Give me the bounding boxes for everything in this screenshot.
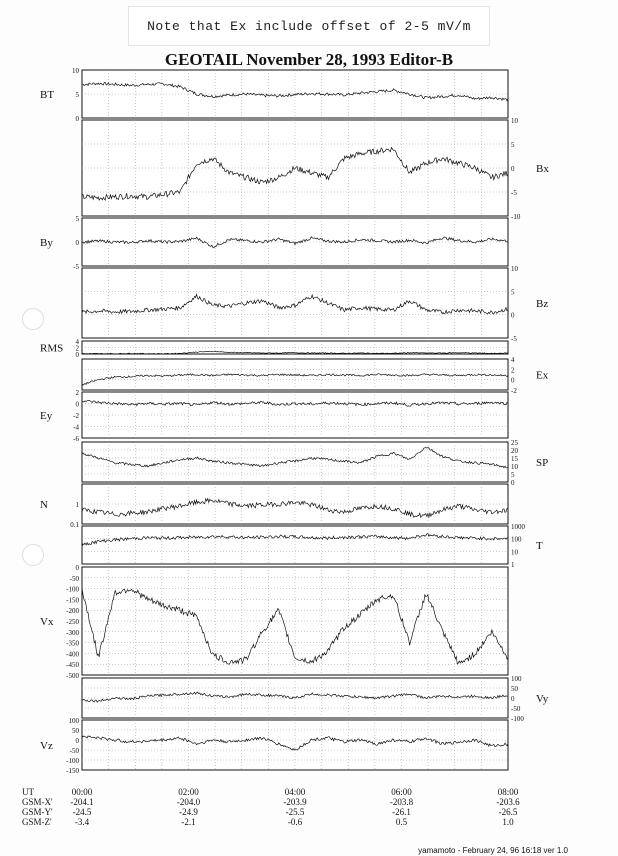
y-tick-label: 0 (511, 479, 515, 487)
y-tick-label: 0 (511, 311, 515, 320)
y-tick-label: -450 (66, 661, 79, 670)
y-tick-label: -500 (66, 672, 79, 680)
y-tick-label: 0 (75, 564, 79, 572)
orbit-value: -204.0 (176, 797, 201, 807)
y-tick-label: -150 (66, 767, 79, 775)
y-tick-label: -4 (73, 423, 79, 432)
panel-label-ey: Ey (40, 410, 53, 422)
orbit-value: -2.1 (181, 817, 196, 827)
y-tick-label: 0 (511, 376, 515, 385)
panel-label-n: N (40, 499, 48, 511)
orbit-value: 1.0 (502, 817, 514, 827)
orbit-value: 02:00 (178, 787, 199, 797)
y-tick-label: 5 (511, 288, 515, 297)
y-tick-label: 1 (511, 561, 515, 569)
y-tick-label: 1 (75, 501, 79, 509)
orbit-value: -3.4 (74, 817, 90, 827)
y-tick-label: 4 (511, 356, 515, 364)
orbit-value: 06:00 (391, 787, 412, 797)
panel-label-vy: Vy (536, 693, 549, 705)
y-tick-label: -200 (66, 607, 79, 616)
y-tick-label: -50 (69, 574, 79, 583)
orbit-value: -203.6 (496, 797, 520, 807)
y-tick-label: 15 (511, 455, 518, 463)
y-tick-label: 20 (511, 447, 518, 455)
y-tick-label: -2 (511, 387, 517, 395)
y-tick-label: -5 (511, 335, 517, 343)
y-tick-label: -10 (511, 213, 521, 221)
y-tick-label: 50 (72, 727, 79, 735)
y-tick-label: 25 (511, 439, 518, 447)
y-tick-label: -5 (73, 263, 79, 271)
y-tick-label: 10 (72, 67, 79, 75)
y-tick-label: 10 (511, 117, 518, 125)
chart-title: GEOTAIL November 28, 1993 Editor-B (164, 50, 454, 69)
orbit-row-label: GSM-Z' (22, 817, 52, 827)
y-tick-label: -250 (66, 618, 79, 626)
y-tick-label: 5 (75, 91, 79, 99)
panel-label-t: T (536, 540, 543, 552)
orbit-value: -25.5 (285, 807, 305, 817)
y-tick-label: 0.1 (70, 521, 79, 529)
y-tick-label: 0 (511, 165, 515, 173)
orbit-value: -24.9 (179, 807, 198, 817)
panel-label-sp: SP (536, 457, 549, 469)
y-tick-label: 100 (511, 535, 522, 544)
panel-label-vx: Vx (40, 616, 54, 628)
y-tick-label: 0 (75, 115, 79, 123)
y-tick-label: -100 (66, 585, 79, 594)
y-tick-label: 0 (75, 400, 79, 409)
y-tick-label: -5 (511, 189, 517, 197)
orbit-value: 0.5 (395, 817, 408, 827)
orbit-value: -204.1 (70, 797, 94, 807)
y-tick-label: -150 (66, 596, 79, 605)
y-tick-label: 1000 (511, 523, 525, 531)
panel-label-bx: Bx (536, 163, 549, 175)
panel-label-ex: Ex (536, 369, 549, 382)
orbit-value: 04:00 (284, 787, 306, 797)
panel-label-vz: Vz (40, 740, 53, 752)
y-tick-label: -300 (66, 628, 79, 637)
y-tick-label: -350 (66, 639, 79, 648)
y-tick-label: 0 (75, 737, 79, 745)
y-tick-label: 2 (511, 366, 515, 375)
y-tick-label: 0 (511, 695, 515, 703)
y-tick-label: -400 (66, 650, 79, 659)
y-tick-label: -6 (73, 435, 79, 443)
y-tick-label: 50 (511, 685, 518, 693)
y-tick-label: 10 (511, 463, 518, 471)
y-tick-label: -100 (511, 715, 524, 723)
orbit-value: -26.1 (392, 807, 411, 817)
y-tick-label: 100 (511, 675, 522, 683)
orbit-row-label: UT (22, 787, 34, 797)
orbit-value: 08:00 (497, 787, 519, 797)
orbit-value: -24.5 (72, 807, 92, 817)
y-tick-label: 5 (511, 471, 515, 479)
y-tick-label: 2 (75, 344, 79, 353)
orbit-value: 00:00 (71, 787, 93, 797)
panel-label-bt: BT (40, 89, 55, 101)
y-tick-label: 0 (75, 351, 79, 359)
y-tick-label: -2 (73, 412, 79, 420)
y-tick-label: 4 (75, 338, 79, 346)
orbit-row-label: GSM-Y' (22, 807, 53, 817)
orbit-value: -203.8 (389, 797, 414, 807)
orbit-value: -203.9 (283, 797, 307, 807)
panel-label-rms: RMS (40, 342, 64, 355)
y-tick-label: 10 (511, 548, 518, 557)
y-tick-label: -50 (511, 705, 521, 713)
y-tick-label: 5 (511, 141, 515, 149)
y-tick-label: -100 (66, 757, 79, 765)
y-tick-label: 5 (75, 215, 79, 223)
footer-credit: yamamoto - February 24, 96 16:18 ver 1.0 (418, 846, 568, 855)
offset-note: Note that Ex include offset of 2-5 mV/m (128, 6, 490, 46)
panel-frame-bz (82, 268, 508, 338)
orbit-value: -0.6 (287, 817, 303, 827)
orbit-value: -26.5 (498, 807, 518, 817)
y-tick-label: 10 (511, 265, 518, 273)
y-tick-label: -50 (69, 747, 79, 755)
y-tick-label: 100 (68, 717, 79, 725)
panel-label-by: By (40, 237, 53, 249)
panel-label-bz: Bz (536, 298, 549, 310)
y-tick-label: 0 (75, 239, 79, 247)
y-tick-label: 2 (75, 389, 79, 397)
orbit-row-label: GSM-X' (22, 797, 53, 807)
